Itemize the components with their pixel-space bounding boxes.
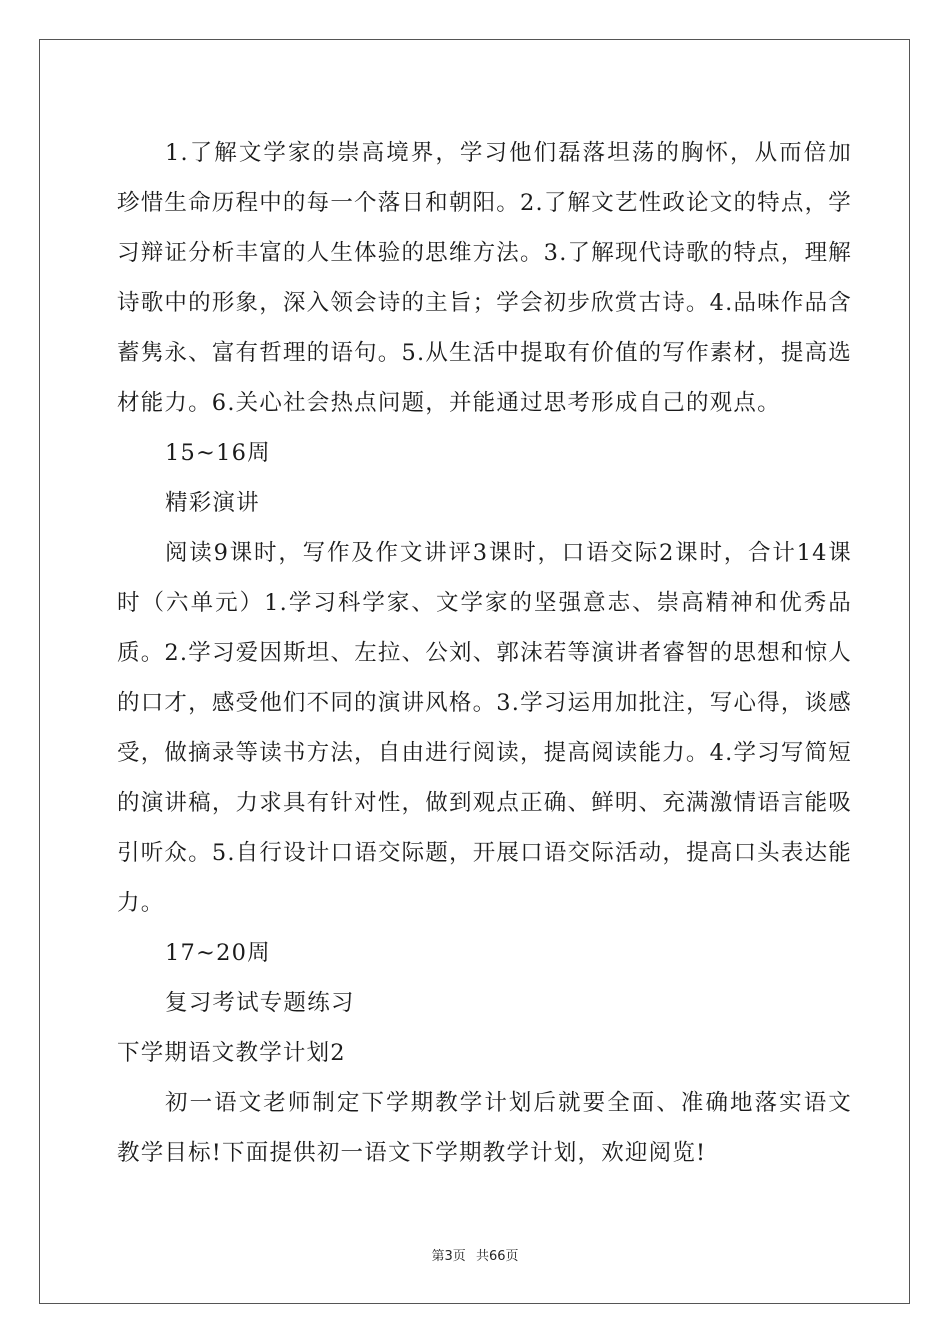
section-heading: 下学期语文教学计划2 [117,1040,346,1066]
page-footer [0,1245,950,1264]
goals-paragraph-1: 1.了解文学家的崇高境界，学习他们磊落坦荡的胸怀，从而倍加珍惜生命历程中的每一个落日和朝阳。2.了解文艺性政论文的特点，学习辩证分析丰富的人生体验的思维方法。3.了解现代诗歌的特点，理解诗歌中的形象，深入领会诗的主旨；学会初步欣赏古诗。4.品味作品含蓄隽永、富有哲理的语句。5.从生活中提取有价值的写作素材，提高选材能力。6.关心社会热点问题，并能通过思考形成自己的观点。 [117,140,852,416]
week-range-15-16: 15~16周 [165,440,271,466]
week-range-17-20: 17~20周 [165,940,271,966]
document-body [117,128,852,1178]
goals-paragraph-2: 阅读9课时，写作及作文讲评3课时，口语交际2课时，合计14课时（六单元）1.学习科学家、文学家的坚强意志、崇高精神和优秀品质。2.学习爱因斯坦、左拉、公刘、郭沫若等演讲者睿智的思想和惊人的口才，感受他们不同的演讲风格。3.学习运用加批注，写心得，谈感受，做摘录等读书方法，自由进行阅读，提高阅读能力。4.学习写简短的演讲稿，力求具有针对性，做到观点正确、鲜明、充满激情语言能吸引听众。5.自行设计口语交际题，开展口语交际活动，提高口头表达能力。 [117,540,852,916]
unit-title: 精彩演讲 [165,490,260,516]
review-title: 复习考试专题练习 [165,990,355,1016]
page-number: 第3页 [431,1249,466,1264]
intro-paragraph: 初一语文老师制定下学期教学计划后就要全面、准确地落实语文教学目标!下面提供初一语文下学期教学计划，欢迎阅览! [117,1090,852,1166]
total-pages: 共66页 [475,1249,519,1264]
